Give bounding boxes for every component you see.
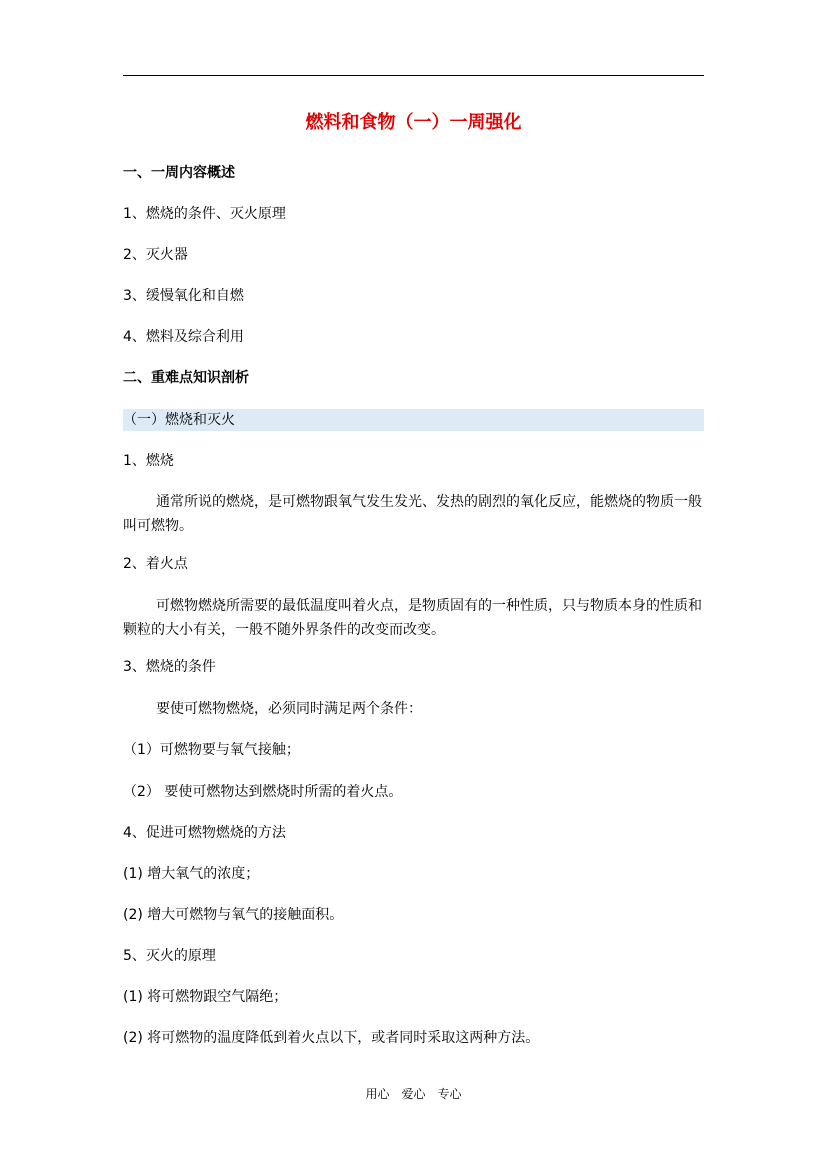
method-item: (2) 增大可燃物与氧气的接触面积。: [123, 907, 344, 923]
point-paragraph: 要使可燃物燃烧，必须同时满足两个条件：: [156, 701, 422, 717]
overview-item: 3、缓慢氧化和自燃: [123, 288, 244, 304]
method-item: (1) 增大氧气的浓度；: [123, 866, 260, 882]
header-rule: [123, 75, 704, 76]
condition-item: （2） 要使可燃物达到燃烧时所需的着火点。: [123, 784, 403, 800]
section-heading-overview: 一、一周内容概述: [123, 165, 235, 181]
overview-item: 1、燃烧的条件、灭火原理: [123, 206, 286, 222]
point-title: 5、灭火的原理: [123, 948, 216, 964]
section-heading-analysis: 二、重难点知识剖析: [123, 370, 249, 386]
point-title: 2、着火点: [123, 556, 188, 572]
point-paragraph: 可燃物燃烧所需要的最低温度叫着火点，是物质固有的一种性质，只与物质本身的性质和颗粒的大小有关，一般不随外界条件的改变而改变。: [123, 598, 702, 638]
point-title: 4、促进可燃物燃烧的方法: [123, 825, 286, 841]
subsection-heading-text: （一）燃烧和灭火: [123, 412, 235, 428]
page-footer: 用心 爱心 专心: [365, 1087, 462, 1101]
subsection-heading: [123, 409, 704, 431]
document-title: 燃料和食物（一）一周强化: [305, 112, 522, 133]
principle-item: (1) 将可燃物跟空气隔绝；: [123, 989, 288, 1005]
point-paragraph: 通常所说的燃烧，是可燃物跟氧气发生发光、发热的剧烈的氧化反应，能燃烧的物质一般叫可燃物。: [123, 494, 702, 534]
point-title: 1、燃烧: [123, 453, 174, 469]
overview-item: 2、灭火器: [123, 247, 188, 263]
principle-item: (2) 将可燃物的温度降低到着火点以下，或者同时采取这两种方法。: [123, 1030, 540, 1046]
condition-item: （1）可燃物要与氧气接触；: [123, 742, 300, 758]
point-title: 3、燃烧的条件: [123, 659, 216, 675]
overview-item: 4、燃料及综合利用: [123, 329, 244, 345]
